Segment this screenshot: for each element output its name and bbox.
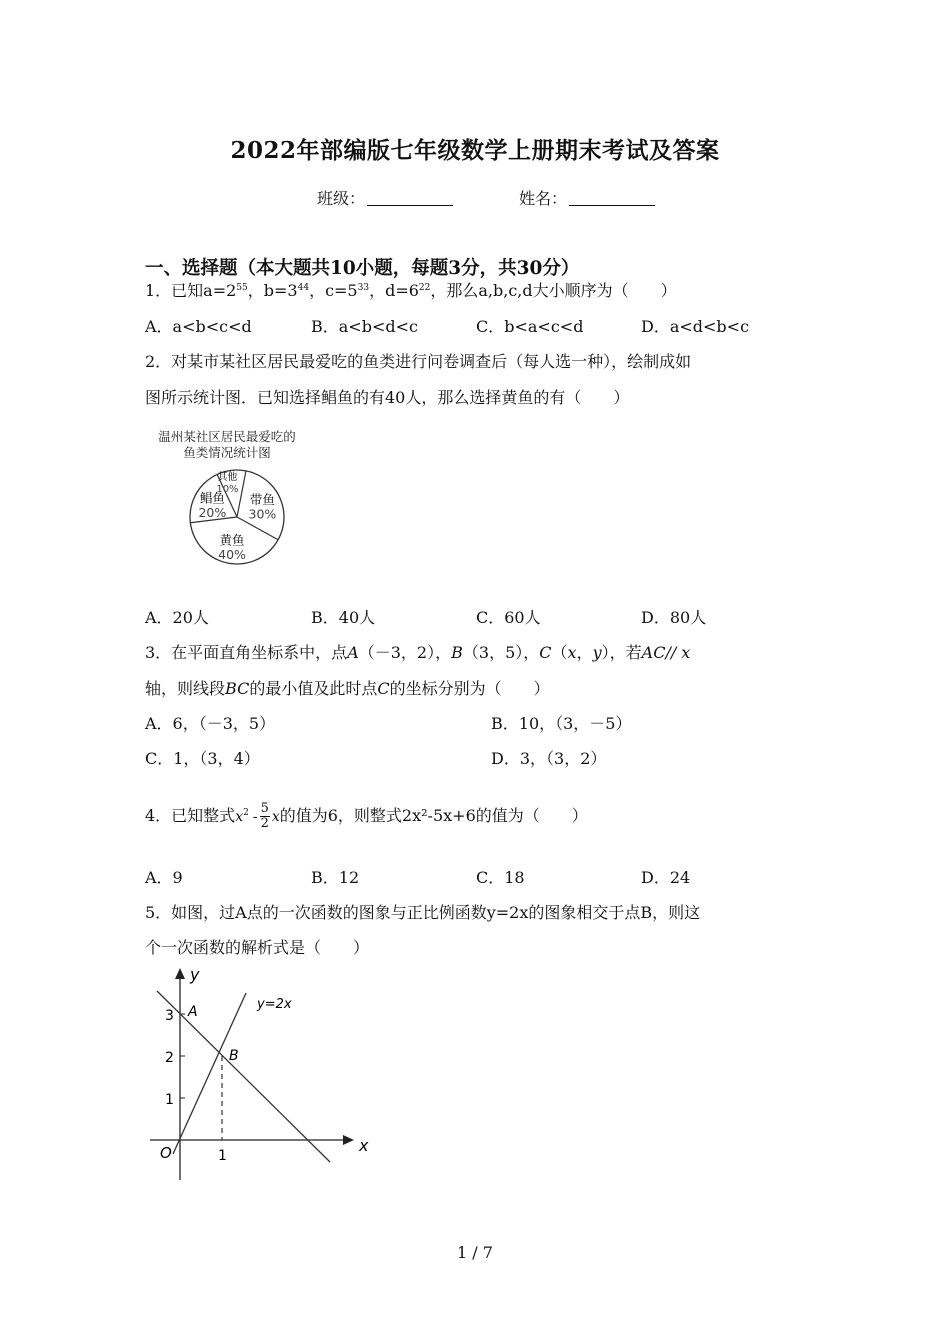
q1-text-d: ，d=6 bbox=[369, 281, 419, 300]
pie-slice-label: 鲳鱼 bbox=[199, 490, 225, 506]
q3-parallel: // x bbox=[665, 643, 691, 662]
question-2-line-2: 图所示统计图．已知选择鲳鱼的有40人，那么选择黄鱼的有（ ） bbox=[145, 388, 630, 407]
pie-slice-percent: 10% bbox=[216, 484, 239, 496]
q4-minus: - bbox=[252, 809, 258, 825]
line-label: y=2x bbox=[257, 997, 292, 1012]
q4-option-b[interactable]: B．12 bbox=[311, 868, 360, 887]
question-2-line-1: 2．对某市某社区居民最爱吃的鱼类进行问卷调查后（每人选一种），绘制成如 bbox=[145, 352, 692, 371]
q3-var-y: y bbox=[592, 643, 602, 662]
q3-point-c: C bbox=[539, 643, 552, 662]
x-tick-label-1: 1 bbox=[218, 1148, 227, 1164]
q4-exponent: 2 bbox=[243, 808, 249, 818]
q2-option-c[interactable]: C．60人 bbox=[476, 608, 541, 627]
y-tick-label-3: 3 bbox=[165, 1008, 174, 1024]
q4-var-x: x bbox=[271, 809, 280, 825]
name-field[interactable] bbox=[519, 186, 655, 209]
q3-text: 3．在平面直角坐标系中，点 bbox=[145, 643, 348, 662]
x-axis-arrow-icon bbox=[343, 1135, 354, 1145]
q4-var-x: x bbox=[235, 809, 244, 825]
q1-text-c: ，c=5 bbox=[309, 281, 358, 300]
line-through-a-b bbox=[157, 991, 330, 1162]
q1-exp-1: 55 bbox=[236, 283, 248, 293]
q1-exp-3: 33 bbox=[357, 283, 370, 293]
y-tick-label-2: 2 bbox=[165, 1050, 174, 1066]
x-axis-label: x bbox=[359, 1136, 369, 1155]
q4-text: 的值为6，则整式2x²-5x+6的值为（ ） bbox=[279, 806, 588, 825]
q3-segment-ac: AC bbox=[641, 643, 666, 662]
q4-numerator: 5 bbox=[260, 801, 269, 816]
question-4 bbox=[145, 790, 588, 843]
pie-slice-percent: 30% bbox=[248, 506, 277, 522]
q1-option-a[interactable]: A．a<b<c<d bbox=[145, 317, 252, 336]
q3-text: ， bbox=[576, 643, 593, 662]
question-5-line-2: 个一次函数的解析式是（ ） bbox=[145, 938, 370, 957]
question-5-line-1: 5．如图，过A点的一次函数的图象与正比例函数y=2x的图象相交于点B，则这 bbox=[145, 903, 701, 922]
q1-text-a: 1．已知a=2 bbox=[145, 281, 237, 300]
q1-text-b: ，b=3 bbox=[247, 281, 298, 300]
question-1 bbox=[145, 281, 677, 301]
q1-option-c[interactable]: C．b<a<c<d bbox=[476, 317, 584, 336]
page-title: 2022年部编版七年级数学上册期末考试及答案 bbox=[230, 137, 720, 164]
q1-exp-4: 22 bbox=[418, 283, 431, 293]
q3-text: ），若 bbox=[601, 643, 642, 662]
class-field[interactable] bbox=[317, 186, 453, 209]
chart-title-line-2: 鱼类情况统计图 bbox=[183, 445, 271, 460]
q2-option-a[interactable]: A．20人 bbox=[145, 608, 209, 627]
pie-slice-label: 带鱼 bbox=[249, 492, 275, 508]
q1-option-b[interactable]: B．a<b<d<c bbox=[311, 317, 418, 336]
name-label: 姓名： bbox=[519, 189, 568, 208]
q3-option-a[interactable]: A．6，（－3，5） bbox=[145, 714, 276, 733]
class-label: 班级： bbox=[317, 189, 366, 208]
q3-segment-bc: BC bbox=[225, 679, 250, 698]
q1-exp-2: 44 bbox=[297, 283, 310, 293]
question-3-line-2 bbox=[145, 679, 550, 699]
q1-option-d[interactable]: D．a<d<b<c bbox=[641, 317, 750, 336]
q3-option-d[interactable]: D．3，（3，2） bbox=[491, 749, 607, 768]
q2-option-b[interactable]: B．40人 bbox=[311, 608, 376, 627]
q3-option-c[interactable]: C．1，（3，4） bbox=[145, 749, 260, 768]
q3-option-b[interactable]: B．10，（3，－5） bbox=[491, 714, 632, 733]
y-axis-arrow-icon bbox=[175, 968, 185, 979]
pie-slice-label: 黄鱼 bbox=[219, 532, 245, 548]
q3-point-c: C bbox=[377, 679, 390, 698]
q4-fraction bbox=[260, 802, 270, 831]
q3-text: （3，5）， bbox=[462, 643, 540, 662]
pie-chart bbox=[145, 425, 315, 575]
question-3-line-1 bbox=[145, 643, 690, 663]
class-blank[interactable] bbox=[367, 189, 453, 206]
q4-denominator: 2 bbox=[260, 816, 269, 831]
function-graph bbox=[140, 962, 380, 1187]
pie-slice-label: 其他 bbox=[217, 472, 238, 484]
q4-option-a[interactable]: A．9 bbox=[145, 868, 183, 887]
y-tick-label-1: 1 bbox=[165, 1092, 174, 1108]
origin-label: O bbox=[160, 1144, 172, 1162]
section-heading: 一、选择题（本大题共10小题，每题3分，共30分） bbox=[145, 258, 580, 279]
chart-title-line-1: 温州某社区居民最爱吃的 bbox=[158, 429, 296, 444]
q3-text: （－3，2）， bbox=[358, 643, 452, 662]
point-b-label: B bbox=[229, 1048, 239, 1064]
q4-option-c[interactable]: C．18 bbox=[476, 868, 525, 887]
page-number: 1 / 7 bbox=[457, 1243, 493, 1262]
q3-text: 轴，则线段 bbox=[145, 679, 226, 698]
q3-text: 的坐标分别为（ ） bbox=[389, 679, 550, 698]
q1-text-e: ，那么a,b,c,d大小顺序为（ ） bbox=[430, 281, 677, 300]
q4-text: 4．已知整式 bbox=[145, 806, 236, 825]
q4-option-d[interactable]: D．24 bbox=[641, 868, 691, 887]
q3-point-a: A bbox=[347, 643, 359, 662]
q3-point-b: B bbox=[451, 643, 463, 662]
q2-option-d[interactable]: D．80人 bbox=[641, 608, 707, 627]
q3-text: 的最小值及此时点 bbox=[249, 679, 378, 698]
name-blank[interactable] bbox=[569, 189, 655, 206]
pie-slice-percent: 20% bbox=[198, 504, 227, 520]
q3-text: （ bbox=[551, 643, 568, 662]
y-axis-label: y bbox=[190, 965, 200, 984]
pie-slice-percent: 40% bbox=[218, 546, 246, 562]
q3-var-x: x bbox=[567, 643, 577, 662]
point-a-label: A bbox=[188, 1004, 198, 1020]
